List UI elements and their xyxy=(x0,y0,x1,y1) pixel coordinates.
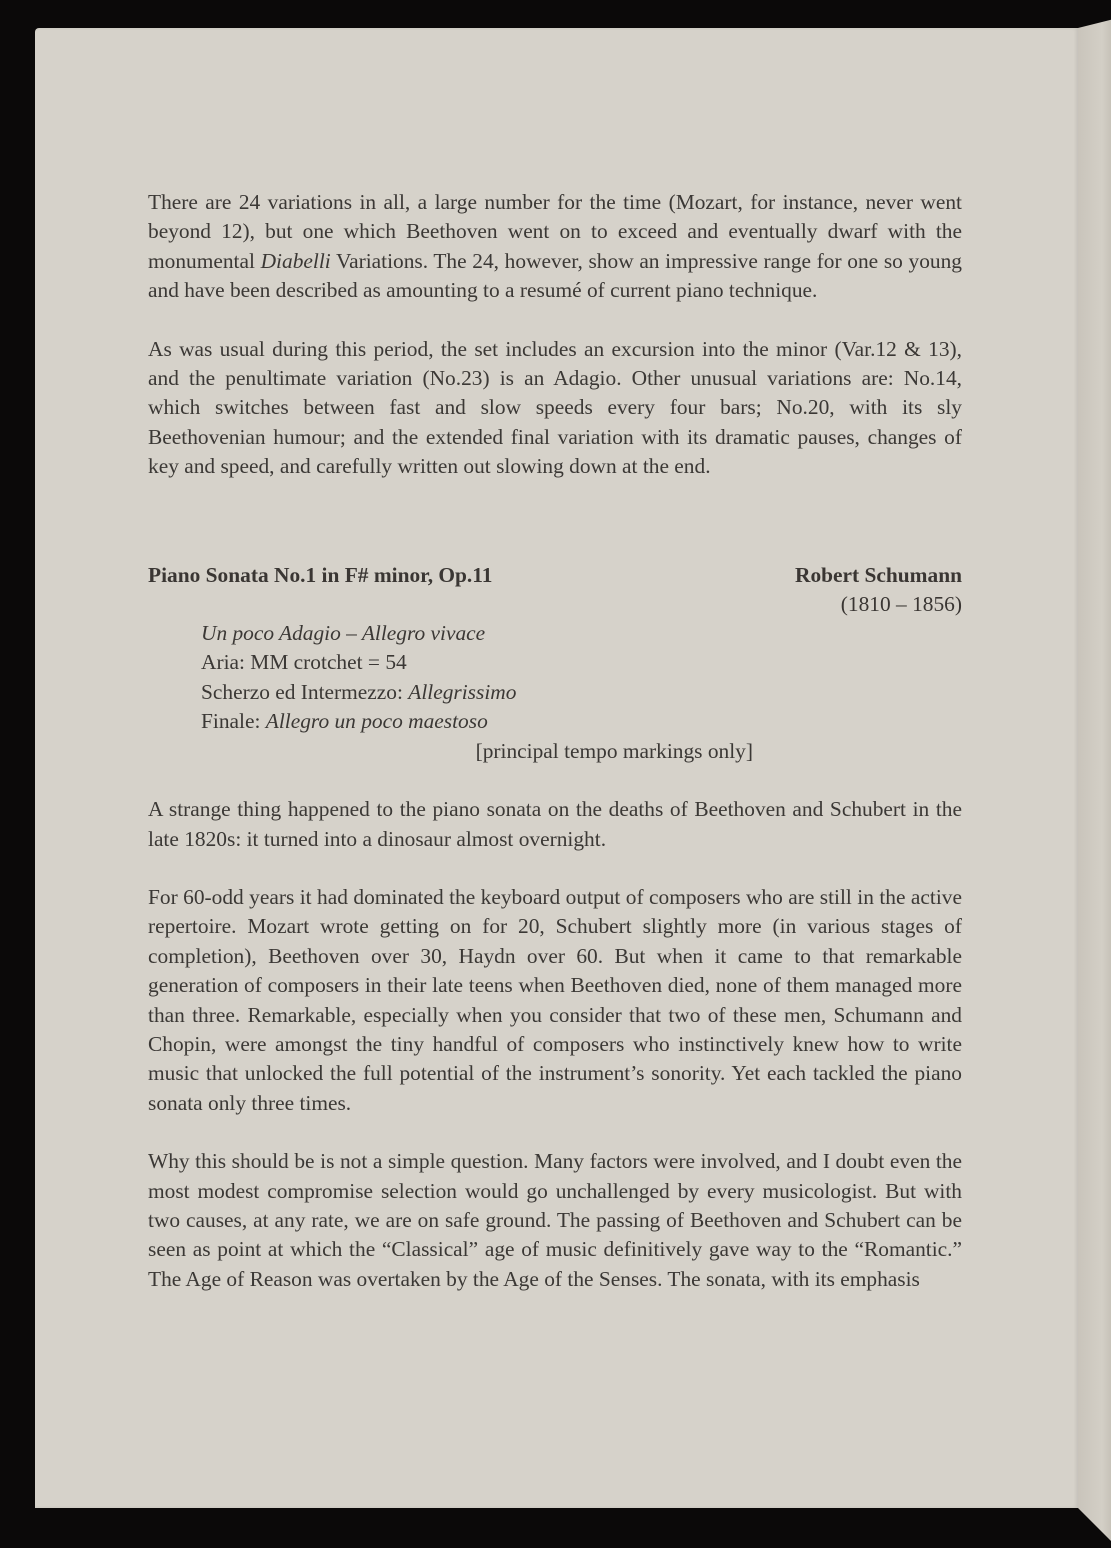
movement-item: Scherzo ed Intermezzo: Allegrissimo xyxy=(201,679,517,704)
movement-item: Aria: MM crotchet = 54 xyxy=(201,650,407,675)
paragraph-why: Why this should be is not a simple question. Many factors were involved, and I doubt even the most modest compromise selection would go unchallenged by every musicologist. But with two causes, at any rate, we are on safe ground. The passing of Beethoven and Schubert can be seen as point at which the “Classical” age of music definitively gave way to the “Romantic.” The Age of Reason was overtaken by the Age of the Senses. The sonata, with its emphasis xyxy=(148,1149,962,1291)
movement-item: Finale: Allegro un poco maestoso xyxy=(201,709,488,734)
document-page xyxy=(35,28,1078,1508)
composer-name: Robert Schumann xyxy=(795,562,962,587)
movement-item: Un poco Adagio – Allegro vivace xyxy=(201,620,486,645)
paragraph-variations-intro: There are 24 variations in all, a large number for the time (Mozart, for instance, never went beyond 12), but one which Beethoven went on to exceed and eventually dwarf with the monumental Diabelli Variations. The 24, however, show an impressive range for one so young and have been described as amounting to a resumé of current piano technique. xyxy=(148,190,963,303)
composer-block xyxy=(795,561,962,619)
paragraph-dinosaur: A strange thing happened to the piano sonata on the deaths of Beethoven and Schubert in the late 1820s: it turned into a dinosaur almost overnight. xyxy=(148,797,962,851)
tempo-note: [principal tempo markings only] xyxy=(475,738,753,763)
work-title: Piano Sonata No.1 in F# minor, Op.11 xyxy=(148,562,493,587)
next-page-edge xyxy=(1078,18,1111,1548)
work-heading xyxy=(148,561,962,619)
movement-list xyxy=(201,619,962,737)
composer-dates: (1810 – 1856) xyxy=(840,591,962,616)
paragraph-variations-detail: As was usual during this period, the set includes an excursion into the minor (Var.12 & 13), and the penultimate variation (No.23) is an Adagio. Other unusual variations are: No.14, which switches between fast and slow speeds every four bars; No.20, with its sly Beethovenian humour; and the extended final variation with its dramatic pauses, changes of key and speed, and carefully written out slowing down at the end. xyxy=(148,336,962,479)
paragraph-sixty-years: For 60-odd years it had dominated the keyboard output of composers who are still in the active repertoire. Mozart wrote getting on for 20, Schubert slightly more (in various stages of completion), Beethoven over 30, Haydn over 60. But when it came to that remarkable generation of composers in their late teens when Beethoven died, none of them managed more than three. Remarkable, especially when you consider that two of these men, Schumann and Chopin, were amongst the tiny handful of composers who instinctively knew how to write music that unlocked the full potential of the instrument’s sonority. Yet each tackled the piano sonata only three times. xyxy=(148,884,962,1115)
page-content xyxy=(148,188,962,1294)
italic-diabelli: Diabelli xyxy=(260,248,331,273)
